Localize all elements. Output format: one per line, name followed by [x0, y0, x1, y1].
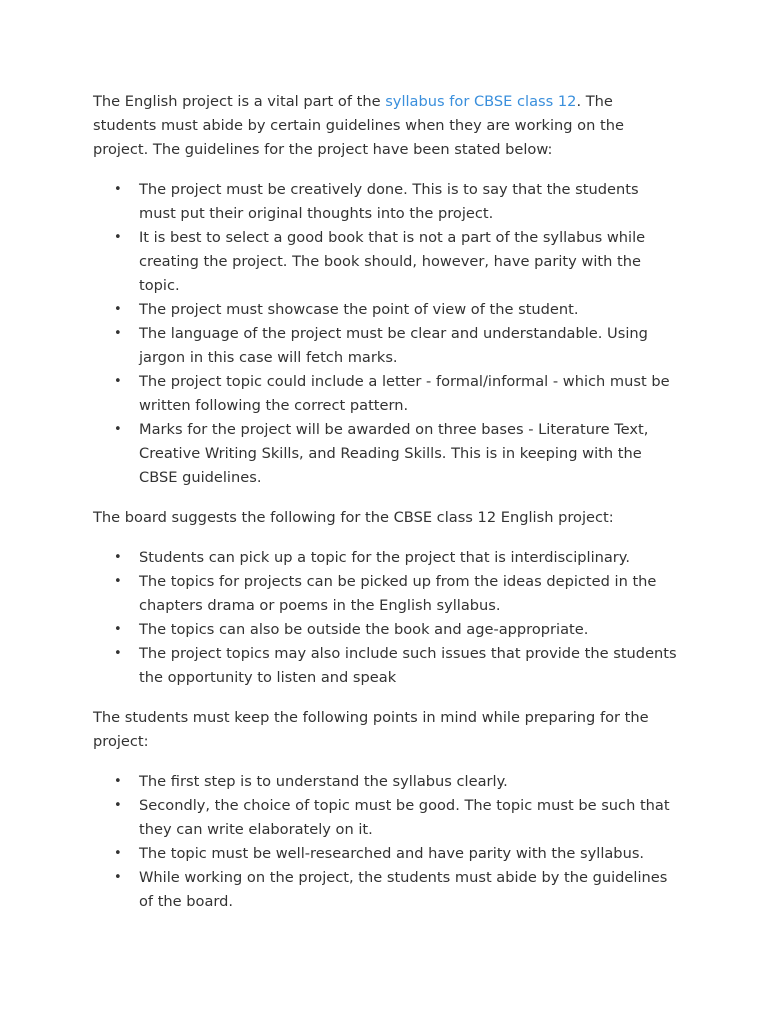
intro-paragraph — [93, 90, 678, 162]
list-item: • Students can pick up a topic for the project that is interdisciplinary. — [139, 546, 678, 570]
list-item: • The topics for projects can be picked up from the ideas depicted in the chapters drama or poems in the English syllabus. — [139, 570, 678, 618]
points-list — [93, 770, 678, 914]
intro-text-after-link: . The students must abide by certain guidelines when they are working on the project. The guidelines for the project have been stated below: — [93, 93, 624, 158]
list-item: • The project must be creatively done. This is to say that the students must put their original thoughts into the project. — [139, 178, 678, 226]
intro-text-before-link: The English project is a vital part of the — [93, 93, 386, 110]
list-item: • Secondly, the choice of topic must be good. The topic must be such that they can write elaborately on it. — [139, 794, 678, 842]
board-intro-paragraph: The board suggests the following for the CBSE class 12 English project: — [93, 509, 614, 526]
list-item: • The language of the project must be clear and understandable. Using jargon in this case will fetch marks. — [139, 322, 678, 370]
list-item: • The topics can also be outside the book and age-appropriate. — [139, 618, 678, 642]
points-intro-paragraph: The students must keep the following points in mind while preparing for the project: — [93, 709, 649, 750]
list-item: • The project must showcase the point of view of the student. — [139, 298, 678, 322]
list-item: • The project topics may also include such issues that provide the students the opportunity to listen and speak — [139, 642, 678, 690]
list-item: • The project topic could include a letter - formal/informal - which must be written following the correct pattern. — [139, 370, 678, 418]
list-item: • Marks for the project will be awarded on three bases - Literature Text, Creative Writing Skills, and Reading Skills. This is in keeping with the CBSE guidelines. — [139, 418, 678, 490]
list-item: • It is best to select a good book that is not a part of the syllabus while creating the project. The book should, however, have parity with the topic. — [139, 226, 678, 298]
list-item: • The first step is to understand the syllabus clearly. — [139, 770, 678, 794]
list-item: • The topic must be well-researched and have parity with the syllabus. — [139, 842, 678, 866]
guidelines-list — [93, 178, 678, 490]
list-item: • While working on the project, the students must abide by the guidelines of the board. — [139, 866, 678, 914]
document-body — [93, 90, 678, 930]
board-suggestions-list — [93, 546, 678, 690]
syllabus-link[interactable]: syllabus for CBSE class 12 — [385, 93, 577, 110]
